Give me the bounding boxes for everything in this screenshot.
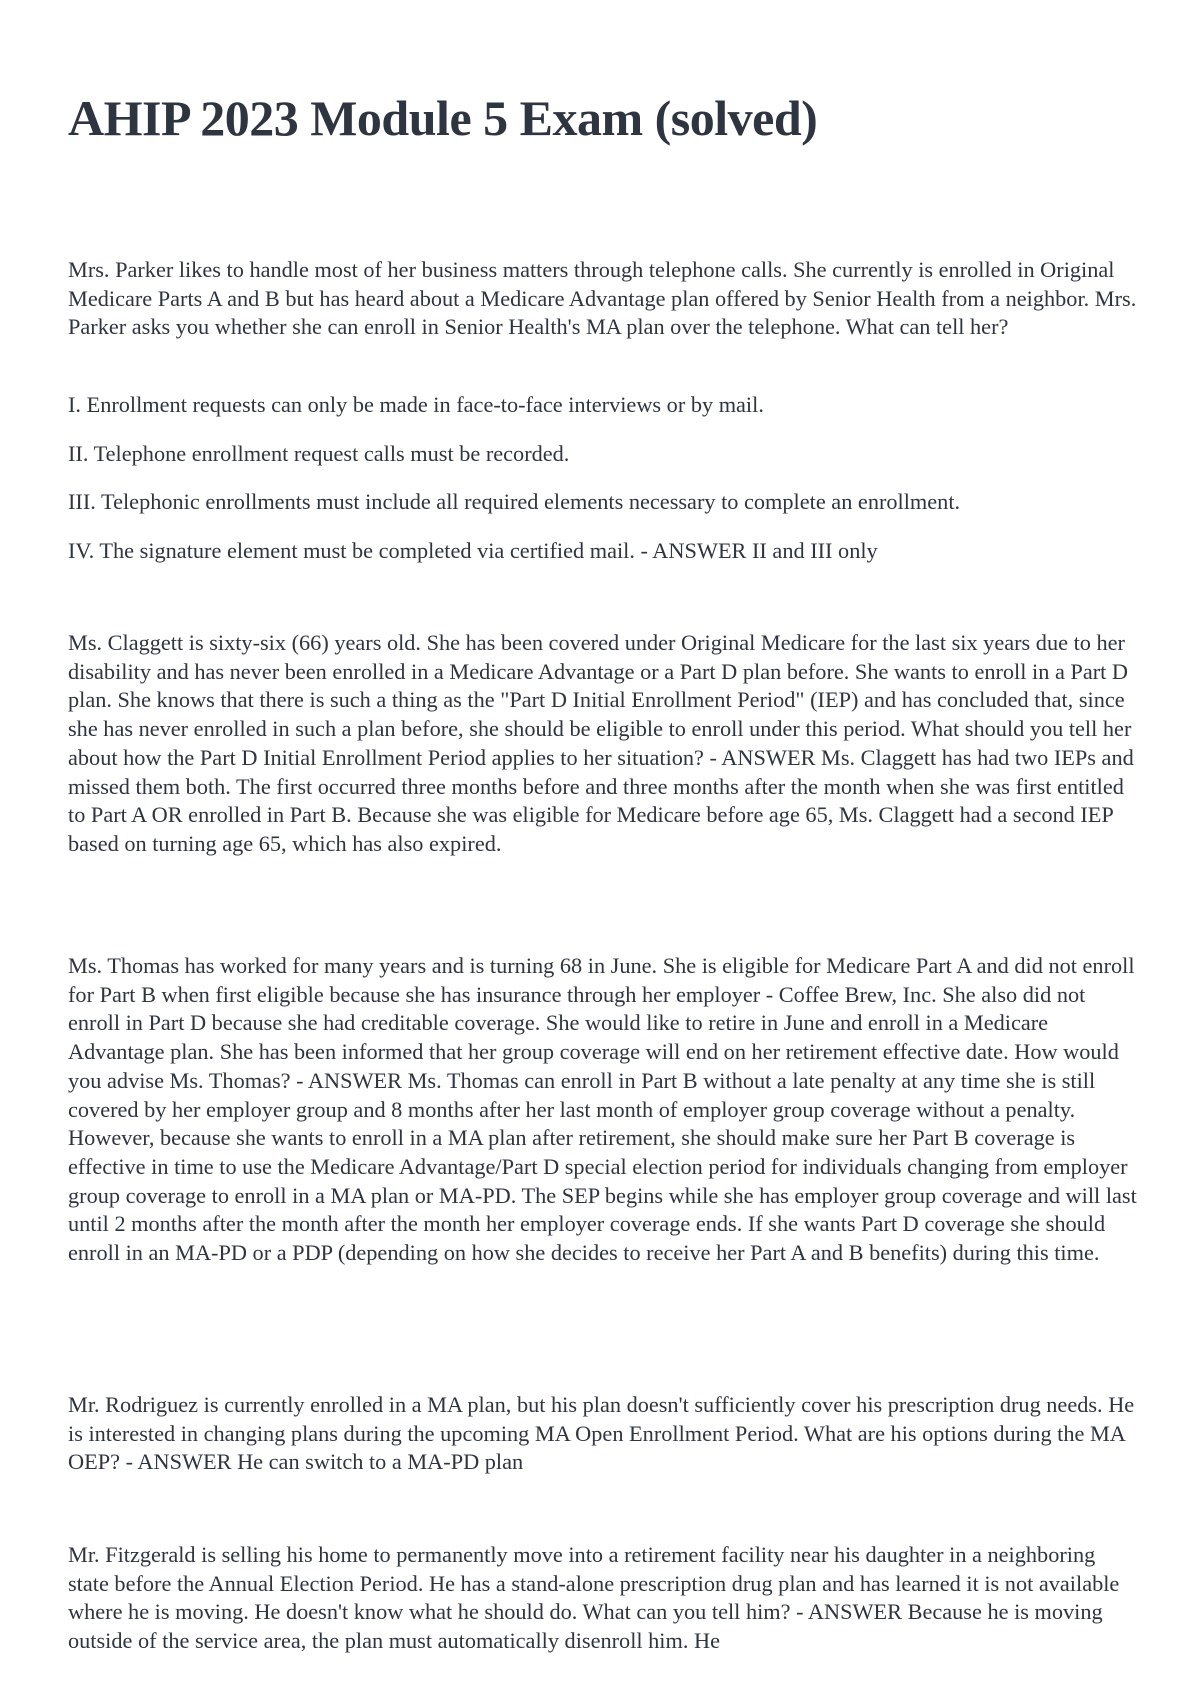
option-iv-answer: IV. The signature element must be completed via certified mail. - ANSWER II and III only <box>68 538 878 563</box>
option-iii: III. Telephonic enrollments must include all required elements necessary to complete an enrollment. <box>68 489 961 514</box>
document-title: AHIP 2023 Module 5 Exam (solved) <box>68 90 818 146</box>
option-i: I. Enrollment requests can only be made in face-to-face interviews or by mail. <box>68 392 764 417</box>
question-rodriguez: Mr. Rodriguez is currently enrolled in a MA plan, but his plan doesn't sufficiently cover his prescription drug needs. He is interested in changing plans during the upcoming MA Open Enrollment Period. What are his options during the MA OEP? - ANSWER He can switch to a MA-PD plan <box>68 1392 1135 1475</box>
question-claggett: Ms. Claggett is sixty-six (66) years old. She has been covered under Original Medicare for the last six years due to her disability and has never been enrolled in a Medicare Advantage or a Part D plan before. She wants to enroll in a Part D plan. She knows that there is such a thing as the "Part D Initial Enrollment Period" (IEP) and has concluded that, since she has never enrolled in such a plan before, she should be eligible to enroll under this period. What should you tell her about how the Part D Initial Enrollment Period applies to her situation? - ANSWER Ms. Claggett has had two IEPs and missed them both. The first occurred three months before and three months after the month when she was first entitled to Part A OR enrolled in Part B. Because she was eligible for Medicare before age 65, Ms. Claggett had a second IEP based on turning age 65, which has also expired. <box>68 630 1134 856</box>
option-ii: II. Telephone enrollment request calls must be recorded. <box>68 441 570 466</box>
question-fitzgerald: Mr. Fitzgerald is selling his home to permanently move into a retirement facility near his daughter in a neighboring state before the Annual Election Period. He has a stand-alone prescription drug plan and has learned it is not available where he is moving. He doesn't know what he should do. What can you tell him? - ANSWER Because he is moving outside of the service area, the plan must automatically disenroll him. He <box>68 1542 1120 1654</box>
question-thomas: Ms. Thomas has worked for many years and is turning 68 in June. She is eligible for Medicare Part A and did not enroll for Part B when first eligible because she has insurance through her employer - Coffee Brew, Inc. She also did not enroll in Part D because she had creditable coverage. She would like to retire in June and enroll in a Medicare Advantage plan. She has been informed that her group coverage will end on her retirement effective date. How would you advise Ms. Thomas? - ANSWER Ms. Thomas can enroll in Part B without a late penalty at any time she is still covered by her employer group and 8 months after her last month of employer group coverage without a penalty. However, because she wants to enroll in a MA plan after retirement, she should make sure her Part B coverage is effective in time to use the Medicare Advantage/Part D special election period for individuals changing from employer group coverage to enroll in a MA plan or MA-PD. The SEP begins while she has employer group coverage and will last until 2 months after the month after the month her employer coverage ends. If she wants Part D coverage she should enroll in an MA-PD or a PDP (depending on how she decides to receive her Part A and B benefits) during this time. <box>68 953 1137 1266</box>
question-parker: Mrs. Parker likes to handle most of her business matters through telephone calls. She currently is enrolled in Original Medicare Parts A and B but has heard about a Medicare Advantage plan offered by Senior Health from a neighbor. Mrs. Parker asks you whether she can enroll in Senior Health's MA plan over the telephone. What can tell her? <box>68 257 1137 340</box>
